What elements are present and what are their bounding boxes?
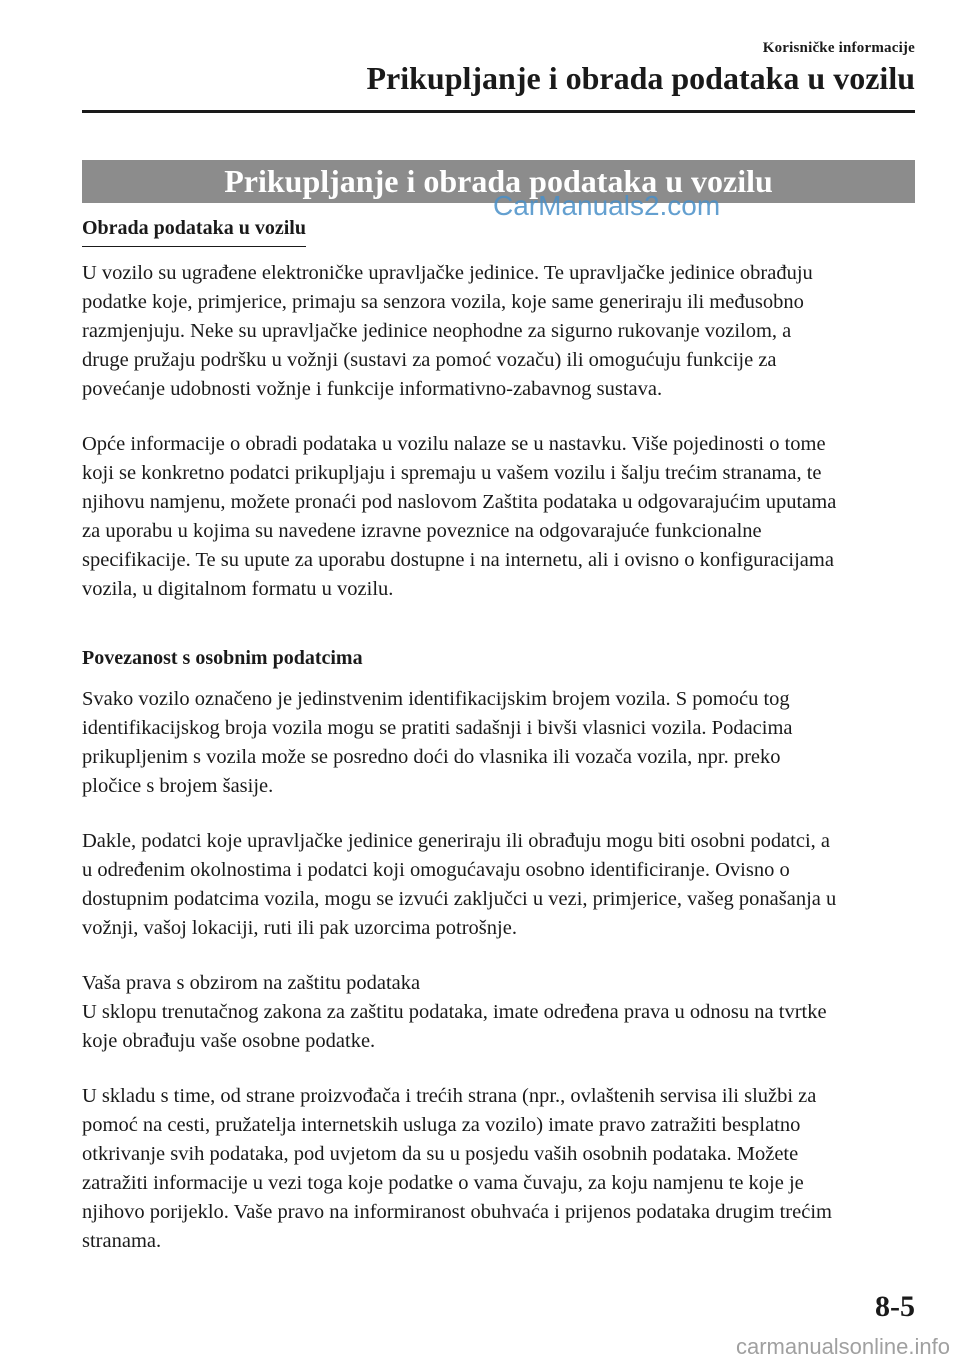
body-content	[82, 214, 912, 1282]
subheading-personal-data: Povezanost s osobnim podatcima	[82, 647, 363, 669]
header-divider	[82, 110, 915, 113]
paragraph-1: U vozilo su ugrađene elektroničke upravljačke jedinice. Te upravljačke jedinice obrađuju podatke koje, primjerice, primaju sa senzora vozila, koje same generiraju ili međusobno razmjenjuju. Neke su upravljačke jedinice neophodne za sigurno rukovanje vozilom, a druge pružaju podršku u vožnji (sustavi za pomoć vozaču) ili omogućuju funkcije za povećanje udobnosti vožnje i funkcije informativno-zabavnog sustava.	[82, 262, 813, 400]
footer-watermark-url: carmanualsonline.info	[735, 1334, 950, 1359]
paragraph-5: U sklopu trenutačnog zakona za zaštitu podataka, imate određena prava u odnosu na tvrtke koje obrađuju vaše osobne podatke.	[82, 1001, 827, 1052]
paragraph-rights-heading: Vaša prava s obzirom na zaštitu podataka	[82, 972, 421, 994]
running-section-label: Korisničke informacije	[762, 40, 915, 56]
spacer	[82, 630, 912, 644]
paragraph-3: Svako vozilo označeno je jedinstvenim identifikacijskim brojem vozila. S pomoću tog identifikacijskog broja vozila mogu se pratiti sadašnji i bivši vlasnici vozila. Podacima prikupljenim s vozila može se posredno doći do vlasnika ili vozača vozila, npr. preko pločice s brojem šasije.	[82, 688, 793, 797]
section-title-banner: Prikupljanje i obrada podataka u vozilu	[82, 160, 915, 203]
paragraph-2: Opće informacije o obradi podataka u vozilu nalaze se u nastavku. Više pojedinosti o tome koji se konkretno podatci prikupljaju i spremaju u vašem vozilu i šalju trećim stranama, te njihovu namjenu, možete pronaći pod naslovom Zaštita podataka u odgovarajućim uputama za uporabu u kojima su navedene izravne poveznice na odgovarajuće funkcionalne specifikacije. Te su upute za uporabu dostupne i na internetu, ali i ovisno o konfiguracijama vozila, u digitalnom formatu u vozilu.	[82, 433, 837, 600]
paragraph-6: U skladu s time, od strane proizvođača i trećih strana (npr., ovlaštenih servisa ili službi za pomoć na cesti, pružatelja internetskih usluga za vozilo) imate pravo zatražiti besplatno otkrivanje svih podataka, pod uvjetom da su u posjedu vaših osobnih podataka. Možete zatražiti informacije u vezi toga koje podatke o vama čuvaju, za koju namjenu te koje je njihovo porijeklo. Vaše pravo na informiranost obuhvaća i prijenos podataka drugim trećim stranama.	[82, 1085, 832, 1252]
paragraph-4: Dakle, podatci koje upravljačke jedinice generiraju ili obrađuju mogu biti osobni podatci, a u određenim okolnostima i podatci koji omogućavaju osobno identificiranje. Ovisno o dostupnim podatcima vozila, mogu se izvući zaključci u vezi, primjerice, vašeg ponašanja u vožnji, vašoj lokaciji, ruti ili pak uzorcima potrošnje.	[82, 830, 837, 939]
subheading-data-processing: Obrada podataka u vozilu	[82, 214, 306, 247]
watermark-logo: CarManuals2.com	[493, 190, 721, 221]
running-page-title: Prikupljanje i obrada podataka u vozilu	[366, 60, 915, 96]
page-number: 8-5	[875, 1290, 915, 1323]
